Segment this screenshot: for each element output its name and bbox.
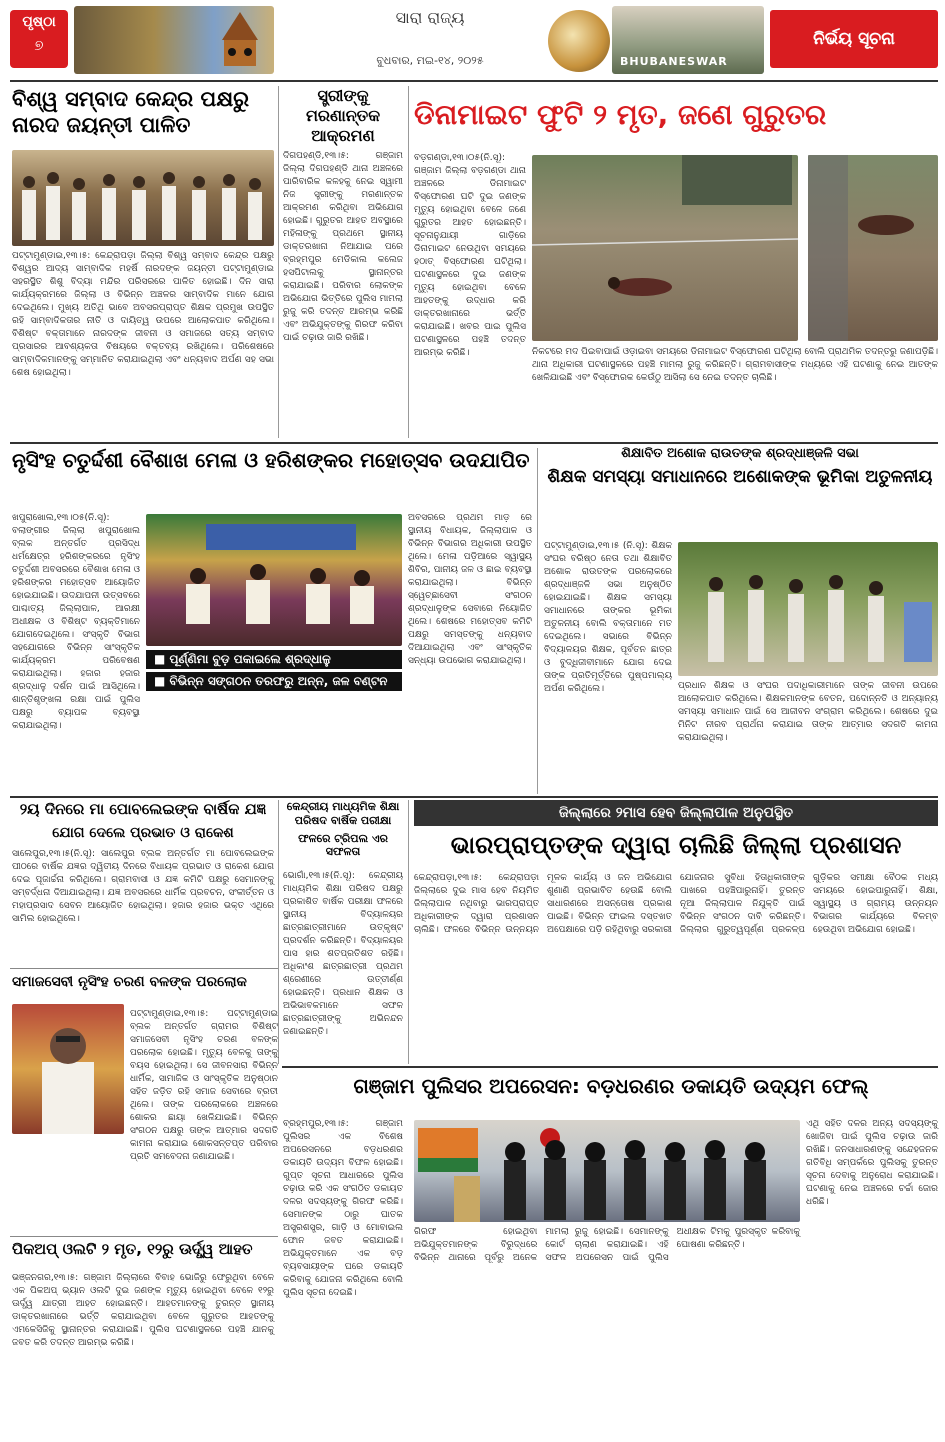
- section-tag: ନିର୍ଭୟ ସୂଚନା: [770, 10, 938, 68]
- narasimha-bullet-2: ■ ବିଭିନ୍ନ ସଙ୍ଗଠନ ତରଫରୁ ଅନ୍ନ, ଜଳ ବଣ୍ଟନ: [146, 672, 402, 691]
- row-rule: [10, 442, 938, 444]
- dynamite-headline: ଡିନାମାଇଟ ଫୁଟି ୨ ମୃତ, ଜଣେ ଗୁରୁତର: [414, 98, 827, 131]
- attack-body: ଦିଗପହଣ୍ଡି,୧୩।୫: ଗଞ୍ଜାମ ଜିଲ୍ଲା ଦିଗପହଣ୍ଡି ଥାନା ଅଞ୍ଚଳରେ ପାରିବାରିକ କଳହକୁ ନେଇ ସ୍ୱାମୀ ନିଜ ସ୍ତ୍ରୀଙ୍କୁ ମରଣାନ୍ତକ ଆକ୍ରମଣ କରିଥିବା ଅଭିଯୋଗ ହୋଇଛି। ଗୁରୁତର ଆହତ ଅବସ୍ଥାରେ ମହିଳାଙ୍କୁ ପ୍ରଥମେ ସ୍ଥାନୀୟ ଡାକ୍ତରଖାନା ନିଆଯାଇ ପରେ ବ୍ରହ୍ମପୁର ମେଡିକାଲ କଲେଜ ହସପିଟାଲକୁ ସ୍ଥାନାନ୍ତର କରାଯାଇଛି। ପରିବାର ଲୋକଙ୍କ ଅଭିଯୋଗ ଭିତ୍ତିରେ ପୁଲିସ ମାମଲା ରୁଜୁ କରି ତଦନ୍ତ ଆରମ୍ଭ କରିଛି ଏବଂ ଅଭିଯୁକ୍ତଙ୍କୁ ଗିରଫ କରିବା ପାଇଁ ଚଢ଼ାଉ ଜାରି ରଖିଛି।: [283, 151, 403, 343]
- narada-body: ପଟ୍ଟାମୁଣ୍ଡାଇ,୧୩।୫: କେନ୍ଦ୍ରାପଡ଼ା ଜିଲ୍ଲା ବିଶ୍ୱ ସମ୍ବାଦ କେନ୍ଦ୍ର ପକ୍ଷରୁ ବିଶ୍ୱର ଆଦ୍ୟ ସାମ୍ବାଦିକ ମହର୍ଷି ନାରଦଙ୍କ ଜୟନ୍ତୀ ପଟ୍ଟାମୁଣ୍ଡାଇ ସହରସ୍ଥିତ ଶିଶୁ ବିଦ୍ୟା ମନ୍ଦିର ପରିସରରେ ପାଳିତ ହୋଇଛି। ଦିନ ସାରା କାର୍ଯ୍ୟକ୍ରମରେ ଜିଲ୍ଲା ଓ ବିଭିନ୍ନ ଅଞ୍ଚଳର ସାମ୍ବାଦିକ ମାନେ ଯୋଗ ଦେଇଥିଲେ। ମୁଖ୍ୟ ଅତିଥି ଭାବେ ଅବସରପ୍ରାପ୍ତ ଶିକ୍ଷକ ପ୍ରମୁଖ ଉପସ୍ଥିତ ରହି ସାମ୍ବାଦିକତାର ନୀତି ଓ ଦାୟିତ୍ୱ ଉପରେ ଆଲୋକପାତ କରିଥିଲେ। ବିଶିଷ୍ଟ ବକ୍ତାମାନେ ନାରଦଙ୍କ ଜୀବନୀ ଓ ସମାଜରେ ସତ୍ୟ ସମ୍ବାଦ ପ୍ରସାରର ଆବଶ୍ୟକତା ବିଷୟରେ ବକ୍ତବ୍ୟ ରଖିଥିଲେ। ପରିଶେଷରେ ସାମ୍ବାଦିକମାନଙ୍କୁ ସମ୍ମାନିତ କରାଯାଇଥିଲା ଏବଂ ଧନ୍ୟବାଦ ଅର୍ପଣ ସହ ସଭା ଶେଷ ହୋଇଥିଲା।: [12, 251, 274, 378]
- narasimha-article: [12, 448, 532, 473]
- dynamite-body-bottom: ନିକଟରେ ମଦ ପିଇବାପାଇଁ ଓଡ଼ାଇବା ସମୟରେ ଡିନାମାଇଟ ବିସ୍ଫୋରଣ ଘଟିଥିଲା ବୋଲି ପ୍ରାଥମିକ ତଦନ୍ତରୁ ଜଣାପଡ଼ିଛି। ଥାନା ଅଧିକାରୀ ଘଟଣାସ୍ଥଳରେ ପହଞ୍ଚି ମାମଲା ରୁଜୁ କରିଛନ୍ତି। ଗ୍ରାମବାସୀଙ୍କ ମଧ୍ୟରେ ଏହି ଘଟଣାକୁ ନେଇ ଆତଙ୍କ ଖେଳିଯାଇଛି ଏବଂ ବିସ୍ଫୋରକ କେଉଁଠୁ ଆସିଲା ସେ ନେଇ ତଦନ୍ତ ଚାଲିଛି।: [532, 347, 938, 383]
- dynamite-photo-scene: [532, 155, 798, 341]
- ashok-headline: ଶିକ୍ଷକ ସମସ୍ୟା ସମାଧାନରେ ଅଶୋକଙ୍କ ଭୂମିକା ଅତୁଳନୀୟ: [547, 467, 933, 487]
- exam-subhead: ଫଳରେ ଟ୍ରିପଲ ଏର ସଫଳତା: [298, 831, 388, 859]
- row-rule: [282, 1066, 938, 1068]
- exam-body: ଭୋଗାଁ,୧୩।୫(ନି.ସୂ): କେନ୍ଦ୍ରୀୟ ମାଧ୍ୟମିକ ଶିକ୍ଷା ପରିଷଦ ପକ୍ଷରୁ ପ୍ରକାଶିତ ବାର୍ଷିକ ପରୀକ୍ଷା ଫଳରେ ସ୍ଥାନୀୟ ବିଦ୍ୟାଳୟର ଛାତ୍ରଛାତ୍ରୀମାନେ ଉତ୍କୃଷ୍ଟ ପ୍ରଦର୍ଶନ କରିଛନ୍ତି। ବିଦ୍ୟାଳୟର ପାସ ହାର ଶତପ୍ରତିଶତ ରହିଛି। ଅଧିକାଂଶ ଛାତ୍ରଛାତ୍ରୀ ପ୍ରଥମ ଶ୍ରେଣୀରେ ଉତ୍ତୀର୍ଣ୍ଣ ହୋଇଛନ୍ତି। ପ୍ରଧାନ ଶିକ୍ଷକ ଓ ଅଭିଭାବକମାନେ ସଫଳ ଛାତ୍ରଛାତ୍ରୀଙ୍କୁ ଅଭିନନ୍ଦନ ଜଣାଇଛନ୍ତି।: [283, 871, 403, 1037]
- issue-date: ବୁଧବାର, ମଇ-୧୪, ୨୦୨୫: [376, 54, 484, 67]
- yagna-article: [12, 800, 274, 842]
- masthead: [0, 0, 945, 80]
- dynamite-body: ବଡ଼ଗଣ୍ଡା,୧୩।୦୫(ନି.ସୂ): ଗଞ୍ଜାମ ଜିଲ୍ଲା ବଡ଼ଗଣ୍ଡା ଥାନା ଅଞ୍ଚଳରେ ଡିନାମାଇଟ ବିସ୍ଫୋରଣ ଘଟି ଦୁଇ ଜଣଙ୍କ ମୃତ୍ୟୁ ହୋଇଥିବା ବେଳେ ଜଣେ ଗୁରୁତର ଆହତ ହୋଇଛନ୍ତି। ସୂଚନାନୁଯାୟୀ ଗାଡ଼ିରେ ଡିନାମାଇଟ ନେଉଥିବା ସମୟରେ ହଠାତ୍ ବିସ୍ଫୋରଣ ଘଟିଥିଲା। ଘଟଣାସ୍ଥଳରେ ଦୁଇ ଜଣଙ୍କ ମୃତ୍ୟୁ ହୋଇଥିବା ବେଳେ ଆହତଙ୍କୁ ଉଦ୍ଧାର କରି ଡାକ୍ତରଖାନାରେ ଭର୍ତ୍ତି କରାଯାଇଛି। ଖବର ପାଇ ପୁଲିସ ଘଟଣାସ୍ଥଳରେ ପହଞ୍ଚି ତଦନ୍ତ ଆରମ୍ଭ କରିଛି।: [414, 153, 526, 358]
- admin-body: କେନ୍ଦ୍ରାପଡ଼ା,୧୩।୫: କେନ୍ଦ୍ରାପଡ଼ା ଜିଲ୍ଲାରେ ଦୁଇ ମାସ ହେବ ନିୟମିତ ଜିଲ୍ଲାପାଳ ନଥିବାରୁ ଭାରପ୍ରାପ୍ତ ଅଧିକାରୀଙ୍କ ଦ୍ୱାରା ପ୍ରଶାସନ ଚାଲିଛି। ଫଳରେ ବିଭିନ୍ନ ଉନ୍ନୟନ ମୂଳକ କାର୍ଯ୍ୟ ଓ ଜନ ଅଭିଯୋଗ ଶୁଣାଣି ପ୍ରଭାବିତ ହେଉଛି ବୋଲି ସାଧାରଣରେ ଅସନ୍ତୋଷ ପ୍ରକାଶ ପାଇଛି। ବିଭିନ୍ନ ଫାଇଲ ଦସ୍ତଖତ ଅପେକ୍ଷାରେ ପଡ଼ି ରହିଥିବାରୁ ସରକାରୀ ଯୋଜନାର ସୁବିଧା ହିତାଧିକାରୀଙ୍କ ପାଖରେ ପହଞ୍ଚିପାରୁନାହିଁ। ତୁରନ୍ତ ନୂଆ ଜିଲ୍ଲାପାଳ ନିଯୁକ୍ତି ପାଇଁ ବିଭିନ୍ନ ସଂଗଠନ ଦାବି କରିଛନ୍ତି। ଜିଲ୍ଲାର ଗୁରୁତ୍ୱପୂର୍ଣ୍ଣ ପ୍ରକଳ୍ପ ଗୁଡ଼ିକର ସମୀକ୍ଷା ବୈଠକ ମଧ୍ୟ ସମୟରେ ହୋଇପାରୁନାହିଁ। ଶିକ୍ଷା, ସ୍ୱାସ୍ଥ୍ୟ ଓ ଗ୍ରାମ୍ୟ ଉନ୍ନୟନ ବିଭାଗର କାର୍ଯ୍ୟରେ ବିଳମ୍ବ ହେଉଥିବା ଅଭିଯୋଗ ହୋଇଛି।: [414, 873, 938, 935]
- masthead-rule: [10, 80, 938, 82]
- section-rule: [10, 1236, 278, 1237]
- masthead-photo-right: [612, 6, 764, 74]
- section-name: ସାରା ରାଜ୍ୟ: [395, 8, 465, 27]
- yagna-headline: ୨ୟ ଦିନରେ ମା ପୋବଲେଇଙ୍କ ବାର୍ଷିକ ଯଜ୍ଞ: [19, 800, 267, 818]
- page-number-tag: [10, 10, 68, 68]
- police-body-right: ଏଥି ସହିତ ଦଳର ଅନ୍ୟ ସଦସ୍ୟଙ୍କୁ ଖୋଜିବା ପାଇଁ ପୁଲିସ ଚଢ଼ାଉ ଜାରି ରଖିଛି। ଜନସାଧାରଣଙ୍କୁ ସନ୍ଦେହଜନକ ଗତିବିଧି ସମ୍ପର୍କରେ ପୁଲିସକୁ ତୁରନ୍ତ ସୂଚନା ଦେବାକୁ ଅନୁରୋଧ କରାଯାଇଛି। ଘଟଣାକୁ ନେଇ ଅଞ୍ଚଳରେ ଚର୍ଚ୍ଚା ଜୋର ଧରିଛି।: [806, 1119, 938, 1207]
- police-body-left: ବ୍ରହ୍ମପୁର,୧୩।୫: ଗଞ୍ଜାମ ପୁଲିସର ଏକ ବିଶେଷ ଅପରେସନରେ ବଡ଼ଧରଣର ଡକାୟତି ଉଦ୍ୟମ ବିଫଳ ହୋଇଛି। ଗୁପ୍ତ ସୂଚନା ଆଧାରରେ ପୁଲିସ ଚଢ଼ାଉ କରି ଏକ ସଂଗଠିତ ଡକାୟତ ଦଳର ସଦସ୍ୟଙ୍କୁ ଗିରଫ କରିଛି। ସେମାନଙ୍କ ଠାରୁ ଘାତକ ଅସ୍ତ୍ରଶସ୍ତ୍ର, ଗାଡ଼ି ଓ ମୋବାଇଲ ଫୋନ ଜବତ କରାଯାଇଛି। ଅଭିଯୁକ୍ତମାନେ ଏକ ବଡ଼ ବ୍ୟବସାୟୀଙ୍କ ଘରେ ଡକାୟତି କରିବାକୁ ଯୋଜନା କରିଥିଲେ ବୋଲି ପୁଲିସ ସୂଚନା ଦେଇଛି।: [283, 1119, 403, 1298]
- temple-icon: [200, 10, 280, 70]
- admin-headline: ଭାରପ୍ରାପ୍ତଙ୍କ ଦ୍ୱାରା ଚାଲିଛି ଜିଲ୍ଲା ପ୍ରଶାସନ: [450, 831, 902, 859]
- exam-article: [283, 800, 403, 859]
- narasimha-bullets: [146, 650, 402, 691]
- pickup-headline: ପିକଅପ୍ ଓଲଟି ୨ ମୃତ, ୧୨ରୁ ଊର୍ଦ୍ଧ୍ୱ ଆହତ: [12, 1240, 253, 1258]
- police-article: [283, 1074, 939, 1099]
- obit-article: [12, 974, 274, 992]
- ashok-kicker: ଶିକ୍ଷାବିତ ଅଶୋକ ରାଉତଙ୍କ ଶ୍ରଦ୍ଧାଞ୍ଜଳି ସଭା: [621, 446, 859, 461]
- offering-bowl-icon: [548, 10, 610, 72]
- pickup-article: [12, 1240, 274, 1259]
- dynamite-article: [414, 86, 938, 144]
- dynamite-photo-victim: [808, 155, 938, 341]
- police-body-mid: ଗିରଫ ହୋଇଥିବା ଅଭିଯୁକ୍ତମାନଙ୍କ ବିରୁଦ୍ଧରେ ବିଭିନ୍ନ ଥାନାରେ ପୂର୍ବରୁ ଅନେକ ମାମଲା ରୁଜୁ ହୋଇଛି। ସେମାନଙ୍କୁ କୋର୍ଟ ଚାଲାଣ କରାଯାଇଛି। ଏହି ସଫଳ ଅପରେସନ ପାଇଁ ପୁଲିସ ଅଧୀକ୍ଷକ ଟିମକୁ ପୁରସ୍କୃତ କରିବାକୁ ଘୋଷଣା କରିଛନ୍ତି।: [414, 1227, 800, 1263]
- col-divider: [408, 800, 409, 1064]
- narada-headline: ବିଶ୍ୱ ସମ୍ବାଦ କେନ୍ଦ୍ର ପକ୍ଷରୁ ନାରଦ ଜୟନ୍ତୀ ପାଳିତ: [12, 87, 250, 138]
- page-number: ୭: [34, 36, 44, 54]
- ashok-tribute-photo: [678, 542, 938, 676]
- city-label: BHUBANESWAR: [620, 55, 728, 68]
- row-rule: [10, 796, 938, 798]
- yagna-subhead: ଯୋଗ ଦେଲେ ପ୍ରଭାତ ଓ ରାକେଶ: [52, 824, 234, 841]
- obit-body: ପଟ୍ଟାମୁଣ୍ଡାଇ,୧୩।୫: ପଟ୍ଟାମୁଣ୍ଡାଇ ବ୍ଲକ ଅନ୍ତର୍ଗତ ଗ୍ରାମର ବିଶିଷ୍ଟ ସମାଜସେବୀ ନୃସିଂହ ଚରଣ ବଳଙ୍କ ପରଲୋକ ହୋଇଛି। ମୃତ୍ୟୁ ବେଳକୁ ତାଙ୍କୁ ବୟସ ହୋଇଥିଲା। ସେ ଜୀବନସାରା ବିଭିନ୍ନ ଧାର୍ମିକ, ସାମାଜିକ ଓ ସାଂସ୍କୃତିକ ଅନୁଷ୍ଠାନ ସହିତ ଜଡ଼ିତ ରହି ସମାଜ ସେବାରେ ବ୍ରତୀ ଥିଲେ। ତାଙ୍କ ପରଲୋକରେ ଅଞ୍ଚଳରେ ଶୋକର ଛାୟା ଖେଳିଯାଇଛି। ବିଭିନ୍ନ ସଂଗଠନ ପକ୍ଷରୁ ତାଙ୍କ ଆତ୍ମାର ସଦଗତି କାମନା କରାଯାଇ ଶୋକସନ୍ତପ୍ତ ପରିବାର ପ୍ରତି ସମବେଦନା ଜଣାଯାଇଛି।: [130, 1009, 278, 1162]
- narada-photo: [12, 150, 274, 246]
- masthead-center: [300, 8, 560, 68]
- admin-kicker: ଜିଲ୍ଲାରେ ୨ମାସ ହେବ ଜିଲ୍ଲାପାଳ ଅନୁପସ୍ଥିତ: [414, 800, 938, 826]
- narasimha-headline: ନୃସିଂହ ଚତୁର୍ଦ୍ଦଶୀ ବୈଶାଖ ମେଳା ଓ ହରିଶଙ୍କର ମହୋତ୍ସବ ଉଦଯାପିତ: [12, 448, 530, 472]
- exam-headline: କେନ୍ଦ୍ରୀୟ ମାଧ୍ୟମିକ ଶିକ୍ଷା ପରିଷଦ ବାର୍ଷିକ ପରୀକ୍ଷା: [286, 800, 400, 827]
- narada-article: [12, 86, 274, 139]
- col-divider: [278, 800, 279, 1064]
- yagna-body: ସାଲେପୁର,୧୩।୫(ନି.ସୂ): ସାଲେପୁର ବ୍ଲକ ଅନ୍ତର୍ଗତ ମା ପୋବଲେଇଙ୍କ ପୀଠରେ ବାର୍ଷିକ ଯଜ୍ଞର ଦ୍ୱିତୀୟ ଦିନରେ ବିଧାୟକ ପ୍ରଭାତ ଓ ରାକେଶ ଯୋଗ ଦେଇ ପୂଜାର୍ଚ୍ଚନା କରିଥିଲେ। ଗ୍ରାମବାସୀ ଓ ଯଜ୍ଞ କମିଟି ପକ୍ଷରୁ ସେମାନଙ୍କୁ ସମ୍ବର୍ଦ୍ଧନା ଦିଆଯାଇଥିଲା। ଯଜ୍ଞ ଅବସରରେ ଧାର୍ମିକ ପ୍ରବଚନ, ସଂକୀର୍ତ୍ତନ ଓ ମହାପ୍ରସାଦ ସେବନ ଆୟୋଜିତ ହୋଇଥିଲା। ହଜାର ହଜାର ଭକ୍ତ ଏଥିରେ ସାମିଲ ହୋଇଥିଲେ।: [12, 849, 274, 924]
- ashok-body: ପଟ୍ଟାମୁଣ୍ଡାଇ,୧୩।୫ (ନି.ସୂ): ଶିକ୍ଷକ ସଂଘର ବରିଷ୍ଠ ନେତା ତଥା ଶିକ୍ଷାବିତ ଅଶୋକ ରାଉତଙ୍କ ପରଲୋକରେ ଶ୍ରଦ୍ଧାଞ୍ଜଳି ସଭା ଅନୁଷ୍ଠିତ ହୋଇଯାଇଛି। ଶିକ୍ଷକ ସମସ୍ୟା ସମାଧାନରେ ତାଙ୍କର ଭୂମିକା ଅତୁଳନୀୟ ବୋଲି ବକ୍ତାମାନେ ମତ ଦେଇଥିଲେ। ସଭାରେ ବିଭିନ୍ନ ବିଦ୍ୟାଳୟର ଶିକ୍ଷକ, ପୂର୍ବତନ ଛାତ୍ର ଓ ବୁଦ୍ଧିଜୀବୀମାନେ ଯୋଗ ଦେଇ ତାଙ୍କ ପ୍ରତିମୂର୍ତ୍ତିରେ ପୁଷ୍ପମାଲ୍ୟ ଅର୍ପଣ କରିଥିଲେ।: [544, 541, 672, 694]
- narasimha-body: ଖପୁରାଖୋଲ,୧୩।୦୫(ନି.ସୂ): ବଲାଙ୍ଗୀର ଜିଲ୍ଲା ଖପୁରାଖୋଲ ବ୍ଲକ ଅନ୍ତର୍ଗତ ପ୍ରସିଦ୍ଧ ଧର୍ମକ୍ଷେତ୍ର ହରିଶଙ୍କରରେ ନୃସିଂହ ଚତୁର୍ଦ୍ଦଶୀ ଅବସରରେ ବୈଶାଖ ମେଳା ଓ ହରିଶଙ୍କର ମହୋତ୍ସବ ଆୟୋଜିତ ହୋଇଯାଇଛି। ଉଦଯାପନୀ ଉତ୍ସବରେ ପାଶ୍ଚାତ୍ୟ ଜିଲ୍ଲାପାଳ, ଆରକ୍ଷୀ ଅଧୀକ୍ଷକ ଓ ବିଶିଷ୍ଟ ବ୍ୟକ୍ତିମାନେ ଯୋଗଦେଇଥିଲେ। ସଂସ୍କୃତି ବିଭାଗ ସହଯୋଗରେ ବିଭିନ୍ନ ସାଂସ୍କୃତିକ କାର୍ଯ୍ୟକ୍ରମ ପରିବେଷଣ କରାଯାଇଥିଲା। ହଜାର ହଜାର ଶ୍ରଦ୍ଧାଳୁ ଦର୍ଶନ ପାଇଁ ଆସିଥିଲେ। ଶାନ୍ତିଶୃଙ୍ଖଳା ରକ୍ଷା ପାଇଁ ପୁଲିସ ପକ୍ଷରୁ ବ୍ୟାପକ ବ୍ୟବସ୍ଥା କରାଯାଇଥିଲା।: [12, 513, 140, 731]
- narasimha-stage-photo: [146, 514, 402, 646]
- ashok-article: [542, 446, 938, 488]
- obit-portrait: [12, 1004, 124, 1134]
- obit-headline: ସମାଜସେବୀ ନୃସିଂହ ଚରଣ ବଳଙ୍କ ପରଲୋକ: [12, 974, 247, 990]
- police-arrest-photo: [414, 1120, 800, 1222]
- col-divider: [278, 86, 279, 438]
- police-headline: ଗଞ୍ଜାମ ପୁଲିସର ଅପରେସନ: ବଡ଼ଧରଣର ଡକାୟତି ଉଦ୍ୟମ ଫେଲ୍: [353, 1074, 869, 1098]
- admin-article: [414, 830, 938, 860]
- section-rule: [10, 968, 278, 969]
- col-divider: [537, 448, 538, 794]
- page-word: ପୃଷ୍ଠା: [22, 14, 56, 30]
- narasimha-body-right: ଅବସରରେ ପ୍ରଥମ ମାଡ଼ ରେ ସ୍ଥାନୀୟ ବିଧାୟକ, ଜିଲ୍ଲାପାଳ ଓ ବିଭିନ୍ନ ବିଭାଗର ଅଧିକାରୀ ଉପସ୍ଥିତ ଥିଲେ। ମେଳା ପଡ଼ିଆରେ ସ୍ୱାସ୍ଥ୍ୟ ଶିବିର, ପାନୀୟ ଜଳ ଓ ଛାଇ ବ୍ୟବସ୍ଥା କରାଯାଇଥିଲା। ବିଭିନ୍ନ ସ୍ୱେଚ୍ଛାସେବୀ ସଂଗଠନ ଶ୍ରଦ୍ଧାଳୁଙ୍କ ସେବାରେ ନିୟୋଜିତ ଥିଲେ। ଶେଷରେ ମହୋତ୍ସବ କମିଟି ପକ୍ଷରୁ ସମସ୍ତଙ୍କୁ ଧନ୍ୟବାଦ ଦିଆଯାଇଥିଲା ଏବଂ ସାଂସ୍କୃତିକ ସନ୍ଧ୍ୟା ଉପଭୋଗ କରାଯାଇଥିଲା।: [408, 513, 532, 666]
- col-divider: [408, 86, 409, 438]
- attack-headline: ସ୍ତ୍ରୀଙ୍କୁ ମରଣାନ୍ତକ ଆକ୍ରମଣ: [305, 86, 381, 145]
- narasimha-bullet-1: ■ ପୂର୍ଣ୍ଣିମା ବୁଡ଼ ପକାଇଲେ ଶ୍ରଦ୍ଧାଳୁ: [146, 650, 402, 669]
- ashok-body-bottom: ପ୍ରଧାନ ଶିକ୍ଷକ ଓ ସଂଘର ପଦାଧିକାରୀମାନେ ତାଙ୍କ ଜୀବନୀ ଉପରେ ଆଲୋକପାତ କରିଥିଲେ। ଶିକ୍ଷକମାନଙ୍କ ବେତନ, ପଦୋନ୍ନତି ଓ ଅନ୍ୟାନ୍ୟ ସମସ୍ୟା ସମାଧାନ ପାଇଁ ସେ ଆଜୀବନ ସଂଗ୍ରାମ କରିଥିଲେ। ଶେଷରେ ଦୁଇ ମିନିଟ ନୀରବ ପ୍ରାର୍ଥନା କରାଯାଇ ତାଙ୍କ ଆତ୍ମାର ସଦଗତି କାମନା କରାଯାଇଥିଲା।: [678, 681, 938, 743]
- pickup-body: ଭଞ୍ଜନଗର,୧୩।୫: ଗଞ୍ଜାମ ଜିଲ୍ଲାରେ ବିବାହ ଭୋଜିରୁ ଫେରୁଥିବା ବେଳେ ଏକ ପିକଅପ୍ ଭ୍ୟାନ ଓଲଟି ଦୁଇ ଜଣଙ୍କ ମୃତ୍ୟୁ ହୋଇଥିବା ବେଳେ ୧୨ରୁ ଊର୍ଦ୍ଧ୍ୱ ଯାତ୍ରୀ ଆହତ ହୋଇଛନ୍ତି। ଆହତମାନଙ୍କୁ ତୁରନ୍ତ ସ୍ଥାନୀୟ ଡାକ୍ତରଖାନାରେ ଭର୍ତ୍ତି କରାଯାଇଥିବା ବେଳେ ଗୁରୁତର ଆହତଙ୍କୁ ଏମକେସିଜିକୁ ସ୍ଥାନାନ୍ତର କରାଯାଇଛି। ପୁଲିସ ଘଟଣାସ୍ଥଳରେ ପହଞ୍ଚି ଯାନକୁ ଜବତ କରି ତଦନ୍ତ ଆରମ୍ଭ କରିଛି।: [12, 1273, 274, 1348]
- attack-article: [283, 86, 403, 146]
